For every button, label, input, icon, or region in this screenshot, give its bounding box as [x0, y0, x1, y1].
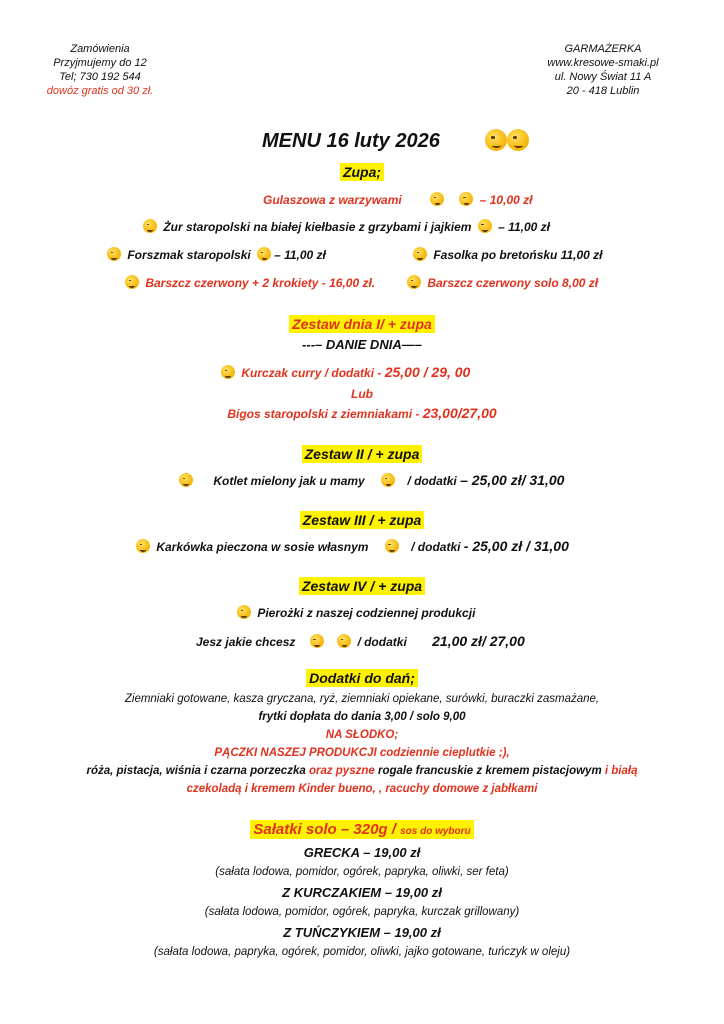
wink-emoji-icon: [485, 129, 507, 151]
danie-dnia: ---– DANIE DNIA—–: [302, 337, 422, 352]
shop-city: 20 - 418 Lublin: [566, 85, 640, 97]
zur-name: Żur staropolski na białej kiełbasie z grzybami i jajkiem: [163, 220, 472, 234]
pierozki-line: [234, 605, 475, 620]
zupa-section: [0, 164, 724, 180]
kotlet-price: – 25,00 zł/ 31,00: [460, 472, 565, 488]
forszmak-name: Forszmak staropolski: [127, 248, 251, 262]
wink-emoji-icon: [221, 365, 235, 379]
jesz-dodatki: / dodatki: [357, 635, 407, 649]
shop-name: GARMAŻERKA: [564, 43, 642, 55]
paczki-flavours: róża, pistacja, wiśnia i czarna porzeczka: [86, 765, 309, 777]
barszcz-krokiety: Barszcz czerwony + 2 krokiety - 16,00 zł.: [145, 276, 376, 290]
slodkie-line: [0, 765, 724, 777]
shop-street: ul. Nowy Świat 11 A: [554, 71, 652, 83]
barszcz-krokiety-line: [122, 275, 375, 290]
zestaw1-section: [0, 316, 724, 332]
fasolka-name: Fasolka po bretońsku 11,00 zł: [433, 248, 603, 262]
jesz-line: [196, 633, 525, 649]
wink-emoji-icon: [459, 192, 473, 206]
dodatki-heading: Dodatki do dań;: [306, 669, 418, 687]
title-emojis: [485, 129, 529, 152]
pierozki-name: Pierożki z naszej codziennej produkcji: [257, 606, 476, 620]
gulaszowa-name: Gulaszowa z warzywami: [263, 193, 402, 207]
wink-emoji-icon: [413, 247, 427, 261]
phone-line: Tel; 730 192 544: [59, 71, 141, 83]
zestaw2-section: [0, 446, 724, 462]
gulaszowa-line: [263, 192, 532, 207]
paczki-line: PĄCZKI NASZEJ PRODUKCJI codziennie cieplutkie ;),: [214, 747, 510, 759]
zur-line: [140, 219, 550, 234]
shop-website[interactable]: www.kresowe-smaki.pl: [547, 57, 659, 69]
wink-emoji-icon: [337, 634, 351, 648]
gulaszowa-price: – 10,00 zł: [479, 193, 533, 207]
zestaw4-section: [0, 578, 724, 594]
slodkie-line2: czekoladą i kremem Kinder bueno, , racuchy domowe z jabłkami: [186, 783, 538, 795]
wink-emoji-icon: [143, 219, 157, 233]
order-line: Przyjmujemy do 12: [53, 57, 147, 69]
order-line: Zamówienia: [70, 43, 130, 55]
wink-emoji-icon: [507, 129, 529, 151]
salatka-grecka: GRECKA – 19,00 zł: [303, 845, 421, 860]
wink-emoji-icon: [478, 219, 492, 233]
bigos-name: Bigos staropolski z ziemniakami -: [227, 407, 423, 421]
dodatki-line1: Ziemniaki gotowane, kasza gryczana, ryż, ziemniaki opiekane, surówki, buraczki zasmażane,: [124, 693, 600, 705]
karkowka-dodatki: / dodatki: [411, 540, 464, 554]
wink-emoji-icon: [125, 275, 139, 289]
barszcz-solo: Barszcz czerwony solo 8,00 zł: [427, 276, 599, 290]
delivery-note: dowóz gratis od 30 zł.: [46, 85, 154, 97]
kurczak-curry-line: [218, 364, 470, 380]
wink-emoji-icon: [310, 634, 324, 648]
wink-emoji-icon: [136, 539, 150, 553]
salatka-kurczak: Z KURCZAKIEM – 19,00 zł: [282, 885, 442, 900]
wink-emoji-icon: [381, 473, 395, 487]
zupa-heading: Zupa;: [340, 163, 384, 181]
forszmak-price: – 11,00 zł: [274, 248, 326, 262]
kurczak-curry-name: Kurczak curry / dodatki -: [241, 366, 385, 380]
wink-emoji-icon: [257, 247, 271, 261]
zestaw3-section: [0, 512, 724, 528]
zestaw3-heading: Zestaw III / + zupa: [300, 511, 425, 529]
zestaw2-heading: Zestaw II / + zupa: [302, 445, 423, 463]
lub-label: Lub: [351, 387, 373, 401]
zestaw1-heading: Zestaw dnia I/ + zupa: [289, 315, 435, 333]
karkowka-line: [133, 538, 569, 554]
kotlet-name: Kotlet mielony jak u mamy: [213, 474, 365, 488]
fasolka-line: [410, 247, 603, 262]
dodatki-line2: frytki dopłata do dania 3,00 / solo 9,00: [258, 711, 466, 723]
zur-price: – 11,00 zł: [498, 220, 550, 234]
kotlet-dodatki: / dodatki: [407, 474, 461, 488]
na-slodko: NA SŁODKO;: [325, 729, 399, 741]
oraz-pyszne: oraz pyszne: [308, 765, 378, 777]
order-info: [30, 42, 170, 98]
salatki-sos: sos do wyboru: [400, 826, 471, 837]
barszcz-solo-line: [404, 275, 598, 290]
dodatki-section: [0, 670, 724, 686]
salatka-kurczak-desc: (sałata lodowa, pomidor, ogórek, papryka, kurczak grillowany): [204, 906, 520, 918]
forszmak-line: [104, 247, 326, 262]
kotlet-line: [176, 472, 564, 488]
wink-emoji-icon: [179, 473, 193, 487]
zestaw4-heading: Zestaw IV / + zupa: [299, 577, 425, 595]
wink-emoji-icon: [385, 539, 399, 553]
jesz-price: 21,00 zł/ 27,00: [432, 633, 525, 649]
bigos-line: [0, 405, 724, 421]
kurczak-curry-price: 25,00 / 29, 00: [384, 364, 471, 380]
i-biala: i białą: [604, 765, 638, 777]
salatki-section: [0, 821, 724, 838]
salatki-heading-text: Sałatki solo – 320g /: [253, 821, 401, 838]
wink-emoji-icon: [237, 605, 251, 619]
karkowka-name: Karkówka pieczona w sosie własnym: [156, 540, 369, 554]
wink-emoji-icon: [407, 275, 421, 289]
karkowka-price: - 25,00 zł / 31,00: [463, 538, 569, 554]
bigos-price: 23,00/27,00: [422, 405, 497, 421]
salatka-tunczyk-desc: (sałata lodowa, papryka, ogórek, pomidor, oliwki, jajko gotowane, tuńczyk w oleju): [153, 946, 571, 958]
salatka-grecka-desc: (sałata lodowa, pomidor, ogórek, papryka, oliwki, ser feta): [215, 866, 509, 878]
jesz-label: Jesz jakie chcesz: [196, 635, 296, 649]
menu-title: MENU 16 luty 2026: [262, 130, 440, 152]
shop-info: [528, 42, 678, 98]
salatka-tunczyk: Z TUŃCZYKIEM – 19,00 zł: [283, 925, 441, 940]
wink-emoji-icon: [430, 192, 444, 206]
rogale: rogale francuskie z kremem pistacjowym: [377, 765, 605, 777]
wink-emoji-icon: [107, 247, 121, 261]
salatki-heading: [250, 820, 473, 839]
